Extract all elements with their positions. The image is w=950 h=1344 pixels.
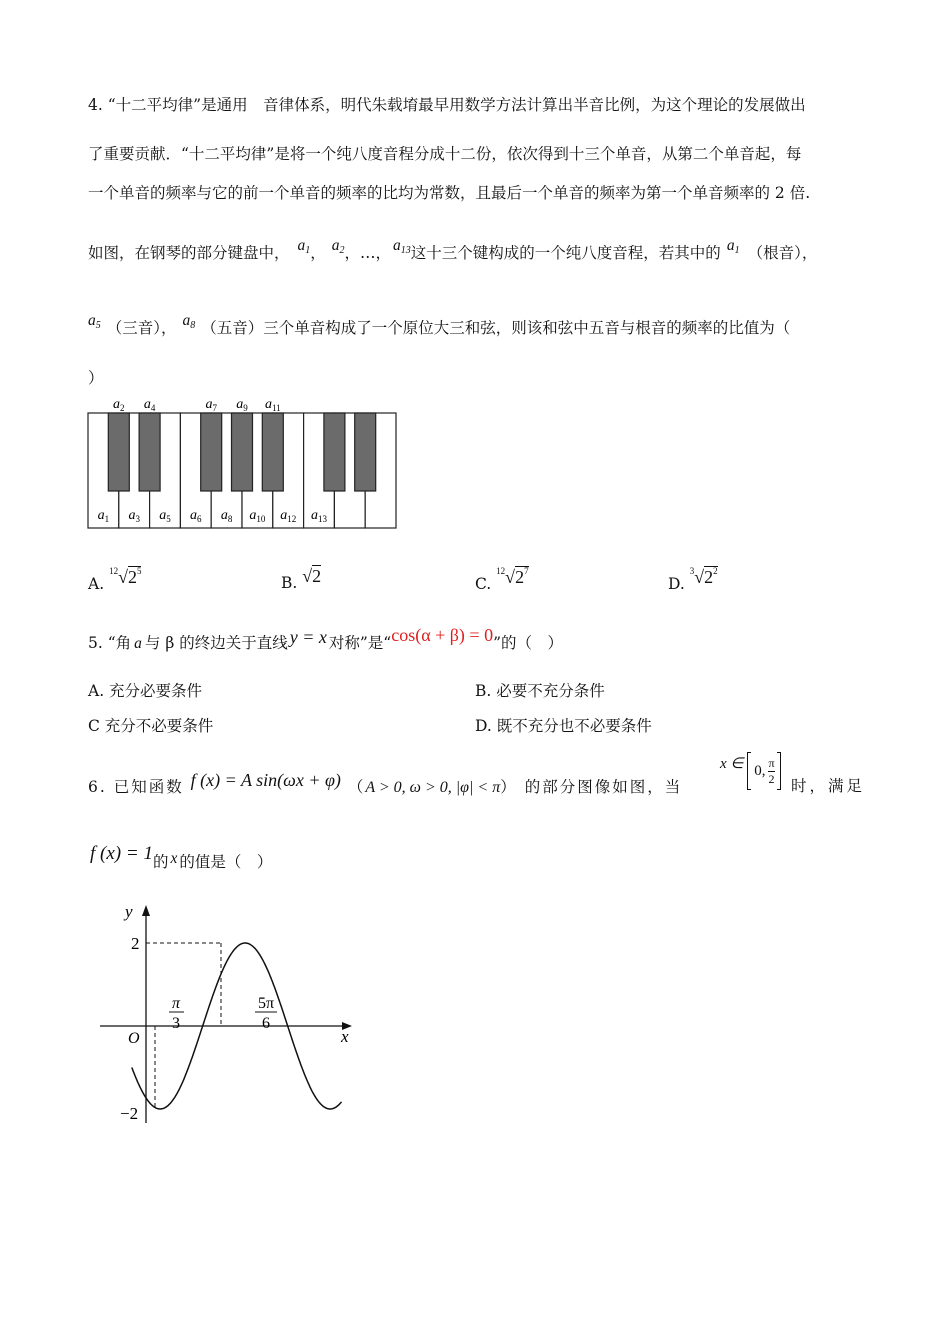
q6-cond-open: （ bbox=[347, 778, 366, 796]
origin-label: O bbox=[128, 1030, 140, 1047]
q4-a5: $a_5$ bbox=[88, 312, 101, 331]
q4-comma: ， bbox=[310, 244, 326, 262]
q6-func: f (x) = A sin(ωx + φ) bbox=[190, 770, 341, 790]
white-key-label-a13: $a_{13}$ bbox=[311, 508, 327, 524]
q5-formula: cos(α + β) = 0 bbox=[391, 625, 494, 645]
white-key-label-a1: $a_1$ bbox=[97, 508, 110, 524]
q4-line2: 了重要贡献．“十二平均律”是将一个纯八度音程分成十二份，依次得到十三个单音，从第二个单音起，每 bbox=[88, 145, 802, 163]
q6-interval bbox=[720, 752, 781, 790]
q4-a8: $a_8$ bbox=[182, 312, 196, 331]
black-key bbox=[262, 413, 283, 491]
white-key-label-a12: $a_{12}$ bbox=[280, 508, 297, 524]
y-max-label: 2 bbox=[131, 934, 140, 953]
black-keys bbox=[108, 413, 375, 491]
black-key-label-a9: $a_9$ bbox=[236, 397, 248, 413]
q6-x-in: x ∈ bbox=[720, 756, 744, 773]
option-d-radical: $^3√2^2$ bbox=[689, 566, 718, 587]
option-a-label: A. bbox=[88, 575, 105, 593]
q4-line5-t1: （三音）， bbox=[106, 319, 177, 337]
tick1-num: π bbox=[171, 995, 181, 1012]
white-key-label-a6: $a_6$ bbox=[190, 508, 202, 524]
white-key-label-a8: $a_8$ bbox=[220, 508, 233, 524]
q4-line4-mid: 这十三个键构成的一个纯八度音程，若其中的 bbox=[410, 244, 721, 262]
q6-cond: A > 0, ω > 0, |φ| < π bbox=[365, 779, 501, 796]
option-c-label: C. bbox=[475, 575, 492, 593]
white-key-label-a10: $a_{10}$ bbox=[249, 508, 266, 524]
q5-option-a[interactable]: A. 充分必要条件 bbox=[88, 682, 203, 700]
q6-mid: 的部分图像如图，当 bbox=[524, 778, 683, 796]
black-key-label-a2: $a_2$ bbox=[113, 397, 125, 413]
tick2-den: 6 bbox=[262, 1015, 270, 1032]
black-key-label-a7: $a_7$ bbox=[205, 397, 217, 413]
black-key-label-a4: $a_4$ bbox=[143, 397, 156, 413]
option-c-radical: $^{12}√2^7$ bbox=[496, 566, 529, 587]
q4-line5 bbox=[88, 312, 791, 344]
q4-option-c[interactable] bbox=[475, 566, 529, 594]
q5-line-eq: y = x bbox=[289, 627, 327, 647]
q5-end: ”的（ ） bbox=[493, 634, 564, 652]
q4-line1: 4. “十二平均律”是通用 音律体系，明代朱载堉最早用数学方法计算出半音比例，为这个理论的发展做出 bbox=[88, 96, 806, 114]
q5-option-c[interactable]: C 充分不必要条件 bbox=[88, 717, 214, 735]
q6-line2-func: f (x) = 1 bbox=[90, 843, 153, 864]
black-key bbox=[324, 413, 345, 491]
option-a-radical: $^{12}√2^5$ bbox=[109, 566, 142, 587]
q5-alpha: a bbox=[134, 635, 142, 652]
q5-option-d[interactable]: D. 既不充分也不必要条件 bbox=[475, 717, 652, 735]
q4-option-d[interactable] bbox=[668, 566, 718, 594]
q4-line4-pre: 如图，在钢琴的部分键盘中， bbox=[88, 244, 290, 262]
q6-line2 bbox=[90, 843, 273, 873]
tick2-num: 5π bbox=[257, 995, 275, 1012]
black-key bbox=[108, 413, 129, 491]
q5-option-b[interactable]: B. 必要不充分条件 bbox=[475, 682, 605, 700]
q6-cond-close: ） bbox=[500, 778, 518, 796]
tick1-den: 3 bbox=[172, 1015, 180, 1032]
option-d-label: D. bbox=[668, 575, 685, 593]
q4-line5-t2: （五音）三个单音构成了一个原位大三和弦，则该和弦中五音与根音的频率的比值为（ bbox=[201, 319, 791, 337]
q4-line3: 一个单音的频率与它的前一个单音的频率的比均为常数，且最后一个单音的频率为第一个单音频率的 2 倍. bbox=[88, 184, 811, 202]
y-axis-label: y bbox=[125, 902, 133, 921]
white-key-label-a5: $a_5$ bbox=[159, 508, 171, 524]
q6-interval-left: 0, bbox=[754, 762, 766, 779]
q4-a1: $a_1$ bbox=[297, 237, 311, 256]
q4-line4-end: （根音）， bbox=[747, 244, 818, 262]
black-key bbox=[139, 413, 160, 491]
q4-option-a[interactable] bbox=[88, 566, 142, 594]
q5-mid: 与 β 的终边关于直线 bbox=[144, 634, 288, 652]
black-key-label-a11: $a_{11}$ bbox=[264, 397, 281, 413]
q5-mid2: 对称”是“ bbox=[328, 634, 392, 652]
black-key bbox=[201, 413, 222, 491]
sine-graph-figure bbox=[100, 895, 360, 1135]
q4-line4 bbox=[88, 237, 818, 269]
black-key bbox=[355, 413, 376, 491]
q4-a1-root: $a_1$ bbox=[726, 237, 740, 256]
q6-line2-end: 的值是（ ） bbox=[179, 853, 273, 871]
option-b-label: B. bbox=[281, 574, 298, 592]
q6-pre: 6. 已知函数 bbox=[88, 778, 184, 796]
q6-line2-text: 的 bbox=[152, 853, 169, 871]
q5-stem bbox=[88, 625, 564, 654]
q4-dots: ，…， bbox=[344, 244, 392, 262]
q6-interval-frac: $\frac{\pi}{2}$ bbox=[768, 755, 775, 786]
y-min-label: −2 bbox=[120, 1104, 139, 1123]
black-key bbox=[232, 413, 253, 491]
q6-stem bbox=[88, 770, 683, 798]
q4-option-b[interactable] bbox=[281, 566, 322, 593]
q6-line2-x: x bbox=[170, 850, 178, 867]
white-key-label-a3: $a_3$ bbox=[128, 508, 140, 524]
q5-pre: 5. “角 bbox=[88, 634, 132, 652]
q4-a13: $a_{13}$ bbox=[393, 237, 411, 256]
option-b-radical: √2 bbox=[302, 566, 322, 586]
q4-a2: $a_2$ bbox=[331, 237, 345, 256]
black-key-labels bbox=[113, 397, 281, 413]
y-axis-arrow bbox=[142, 905, 150, 916]
q4-line6: ） bbox=[88, 369, 104, 387]
x-axis-label: x bbox=[341, 1027, 349, 1046]
q6-end: 时，满足 bbox=[791, 777, 866, 795]
piano-keyboard-figure bbox=[86, 395, 398, 533]
